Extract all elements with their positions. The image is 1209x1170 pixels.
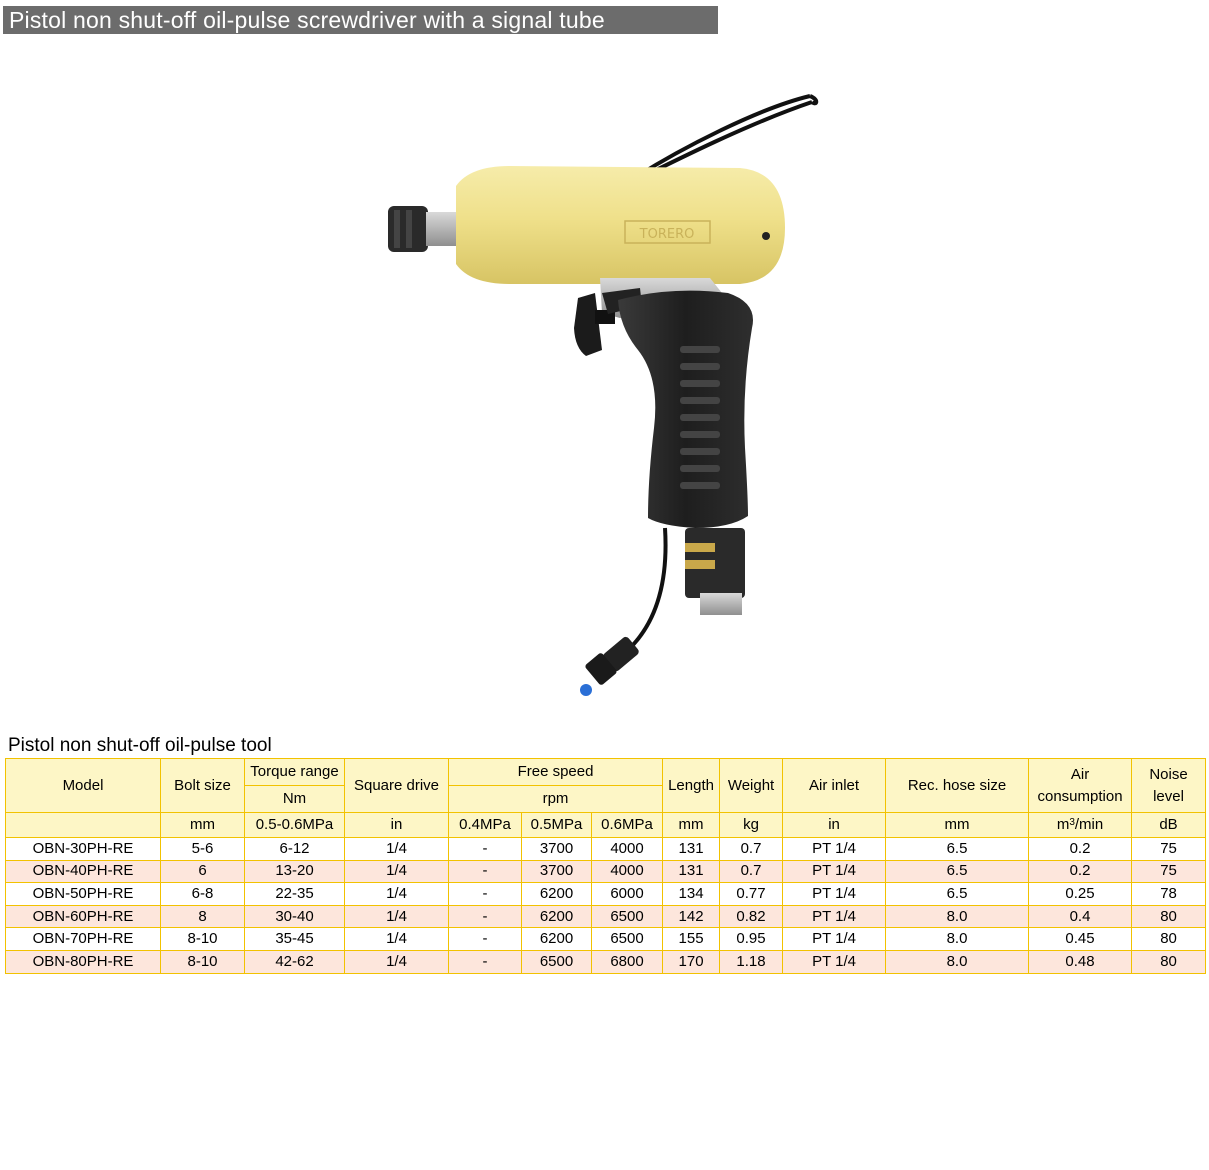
cell-model: OBN-70PH-RE <box>6 928 161 951</box>
cell-speed-04: - <box>449 950 522 973</box>
col-air-inlet: Air inlet <box>783 759 886 813</box>
free-speed-unit: rpm <box>449 786 663 813</box>
cell-length: 134 <box>663 883 720 906</box>
cell-hose-size: 8.0 <box>886 950 1029 973</box>
cell-air-inlet: PT 1/4 <box>783 950 886 973</box>
table-row <box>6 838 1206 861</box>
unit-noise: dB <box>1132 813 1206 838</box>
cell-air-consumption: 0.48 <box>1029 950 1132 973</box>
cell-noise: 75 <box>1132 838 1206 861</box>
cell-weight: 0.82 <box>720 905 783 928</box>
cell-air-consumption: 0.4 <box>1029 905 1132 928</box>
cell-length: 131 <box>663 860 720 883</box>
cell-weight: 0.7 <box>720 838 783 861</box>
cell-bolt-size: 5-6 <box>161 838 245 861</box>
cell-hose-size: 8.0 <box>886 928 1029 951</box>
cell-air-inlet: PT 1/4 <box>783 905 886 928</box>
brand-label: TORERO <box>639 227 695 242</box>
cell-noise: 80 <box>1132 928 1206 951</box>
cell-speed-05: 3700 <box>522 860 592 883</box>
cell-hose-size: 8.0 <box>886 905 1029 928</box>
unit-air-base: m <box>1056 816 1070 833</box>
unit-air-inlet: in <box>783 813 886 838</box>
cell-bolt-size: 8 <box>161 905 245 928</box>
table-row <box>6 905 1206 928</box>
cell-speed-04: - <box>449 883 522 906</box>
cell-speed-05: 6500 <box>522 950 592 973</box>
cell-weight: 0.7 <box>720 860 783 883</box>
torque-unit-nm: Nm <box>245 786 345 813</box>
col-square-drive: Square drive <box>345 759 449 813</box>
cell-hose-size: 6.5 <box>886 838 1029 861</box>
spec-table-body <box>6 838 1206 974</box>
cell-hose-size: 6.5 <box>886 860 1029 883</box>
cell-bolt-size: 8-10 <box>161 928 245 951</box>
cell-speed-05: 6200 <box>522 883 592 906</box>
cell-noise: 75 <box>1132 860 1206 883</box>
cell-torque: 30-40 <box>245 905 345 928</box>
col-free-speed: Free speed <box>449 759 663 786</box>
header-row-1 <box>6 759 1206 786</box>
col-bolt-size: Bolt size <box>161 759 245 813</box>
cell-speed-06: 6000 <box>592 883 663 906</box>
cell-noise: 78 <box>1132 883 1206 906</box>
cell-torque: 22-35 <box>245 883 345 906</box>
unit-speed-04: 0.4MPa <box>449 813 522 838</box>
cell-model: OBN-40PH-RE <box>6 860 161 883</box>
cell-speed-06: 4000 <box>592 838 663 861</box>
cell-model: OBN-50PH-RE <box>6 883 161 906</box>
cell-speed-06: 4000 <box>592 860 663 883</box>
cell-air-consumption: 0.25 <box>1029 883 1132 906</box>
cell-speed-06: 6500 <box>592 905 663 928</box>
square-drive-chuck <box>388 206 456 252</box>
col-noise-level: Noise level <box>1132 759 1206 813</box>
col-model: Model <box>6 759 161 813</box>
rubber-grip <box>618 291 753 528</box>
unit-air-rest: /min <box>1074 816 1104 833</box>
cell-air-inlet: PT 1/4 <box>783 883 886 906</box>
table-caption: Pistol non shut-off oil-pulse tool <box>8 735 272 756</box>
cell-length: 142 <box>663 905 720 928</box>
cell-weight: 0.77 <box>720 883 783 906</box>
unit-weight: kg <box>720 813 783 838</box>
cell-weight: 1.18 <box>720 950 783 973</box>
unit-torque: 0.5-0.6MPa <box>245 813 345 838</box>
unit-speed-06: 0.6MPa <box>592 813 663 838</box>
unit-bolt-size: mm <box>161 813 245 838</box>
cell-speed-04: - <box>449 860 522 883</box>
table-row <box>6 950 1206 973</box>
table-row <box>6 860 1206 883</box>
unit-model <box>6 813 161 838</box>
tool-body <box>456 166 785 284</box>
unit-air-consumption <box>1029 813 1132 838</box>
unit-hose-size: mm <box>886 813 1029 838</box>
cell-square-drive: 1/4 <box>345 838 449 861</box>
cell-square-drive: 1/4 <box>345 883 449 906</box>
cell-air-consumption: 0.2 <box>1029 838 1132 861</box>
cell-air-inlet: PT 1/4 <box>783 928 886 951</box>
col-torque-range: Torque range <box>245 759 345 786</box>
cell-speed-04: - <box>449 928 522 951</box>
cell-bolt-size: 6 <box>161 860 245 883</box>
cell-model: OBN-60PH-RE <box>6 905 161 928</box>
cell-speed-04: - <box>449 838 522 861</box>
cell-bolt-size: 8-10 <box>161 950 245 973</box>
cell-air-inlet: PT 1/4 <box>783 838 886 861</box>
unit-air-sup: 3 <box>1069 817 1075 828</box>
page-title: Pistol non shut-off oil-pulse screwdriver with a signal tube <box>3 6 718 34</box>
cell-square-drive: 1/4 <box>345 860 449 883</box>
product-photo <box>380 88 830 708</box>
unit-length: mm <box>663 813 720 838</box>
table-row <box>6 883 1206 906</box>
cell-length: 155 <box>663 928 720 951</box>
cell-speed-05: 3700 <box>522 838 592 861</box>
cell-air-consumption: 0.45 <box>1029 928 1132 951</box>
unit-square-drive: in <box>345 813 449 838</box>
cell-hose-size: 6.5 <box>886 883 1029 906</box>
cell-length: 170 <box>663 950 720 973</box>
cell-model: OBN-30PH-RE <box>6 838 161 861</box>
unit-speed-05: 0.5MPa <box>522 813 592 838</box>
cell-length: 131 <box>663 838 720 861</box>
cell-speed-05: 6200 <box>522 928 592 951</box>
spec-table <box>5 758 1206 974</box>
cell-speed-05: 6200 <box>522 905 592 928</box>
cell-weight: 0.95 <box>720 928 783 951</box>
units-row <box>6 813 1206 838</box>
cell-speed-06: 6800 <box>592 950 663 973</box>
cell-square-drive: 1/4 <box>345 950 449 973</box>
cell-noise: 80 <box>1132 905 1206 928</box>
cell-torque: 42-62 <box>245 950 345 973</box>
cell-air-consumption: 0.2 <box>1029 860 1132 883</box>
col-weight: Weight <box>720 759 783 813</box>
cell-speed-04: - <box>449 905 522 928</box>
signal-tube-fitting <box>580 528 666 696</box>
cell-bolt-size: 6-8 <box>161 883 245 906</box>
cell-air-inlet: PT 1/4 <box>783 860 886 883</box>
exhaust-muffler <box>685 528 745 615</box>
table-row <box>6 928 1206 951</box>
col-air-consumption: Air consumption <box>1029 759 1132 813</box>
cell-torque: 6-12 <box>245 838 345 861</box>
col-hose-size: Rec. hose size <box>886 759 1029 813</box>
cell-model: OBN-80PH-RE <box>6 950 161 973</box>
col-length: Length <box>663 759 720 813</box>
cell-noise: 80 <box>1132 950 1206 973</box>
cell-torque: 35-45 <box>245 928 345 951</box>
cell-speed-06: 6500 <box>592 928 663 951</box>
cell-torque: 13-20 <box>245 860 345 883</box>
cell-square-drive: 1/4 <box>345 928 449 951</box>
cell-square-drive: 1/4 <box>345 905 449 928</box>
